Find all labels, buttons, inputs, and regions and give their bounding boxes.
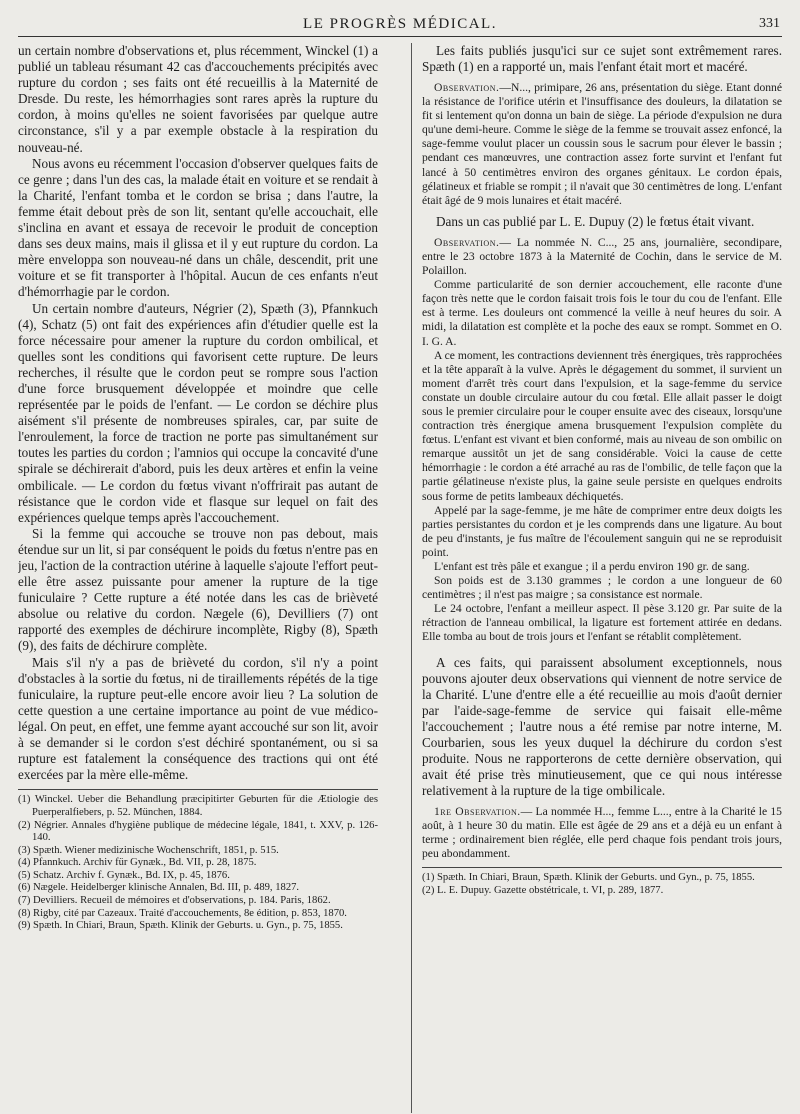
observation-text: Observation.— La nommée N. C..., 25 ans, journalière, secondipare, entre le 23 octobre 1873 à la Maternité de Cochin, dans le service de M. Polaillon. — [422, 235, 782, 278]
observation-1 — [422, 81, 782, 208]
left-column — [18, 43, 378, 1113]
paragraph: Nous avons eu récemment l'occasion d'observer quelques faits de ce genre ; dans l'un des cas, la malade était en voiture et se rendait à la Charité, l'enfant tomba et le cordon se brisa ; dans l'autre, la femme était debout près de son lit, sentant qu'elle accouchait, elle s'inclina en avant et essaya de recevoir le produit de conception dans ses deux mains, mais il glissa et il y eut rupture du cordon. La mère enveloppa son nouveau-né dans un châle, descendit, prit une voiture et se fit transporter à l'hôpital. Aucun de ces enfants n'eut d'hémorrhagie par le cordon. — [18, 155, 378, 300]
page-number: 331 — [759, 16, 780, 31]
two-column-layout — [18, 43, 782, 1113]
paragraph: Si la femme qui accouche se trouve non pas debout, mais étendue sur un lit, si par conséquent le poids du fœtus n'entre pas en jeu, l'action de la contraction utérine à laquelle s'ajoute l'effort peut-elle être assez puissante pour amener la rupture de la tige funiculaire ? Cette rupture a été notée dans les cas de brièveté absolue ou relative du cordon. Nægele (6), Devilliers (7) ont rapporté des exemples de déchirure incomplète, Rigby (8), Spæth (9), des faits de déchirure complète. — [18, 525, 378, 654]
observation-text: 1re Observation.— La nommée H..., femme L..., entre à la Charité le 15 août, à 1 heure 30 du matin. Elle est âgée de 29 ans et a déjà eu un enfant à terme ; ordinairement bien réglée, elle perd chaque fois pendant trois jours, peu abondamment. — [422, 804, 782, 860]
observation-label: 1re Observation. — [434, 804, 521, 818]
footnote: (6) Nægele. Heidelberger klinische Annalen, Bd. III, p. 489, 1827. — [18, 882, 300, 894]
footnote: (2) L. E. Dupuy. Gazette obstétricale, t. VI, p. 289, 1877. — [422, 884, 664, 896]
paragraph: Mais s'il n'y a pas de brièveté du cordon, s'il n'y a point d'obstacles à la sortie du fœtus, ni de tiraillements répétés de la tige funiculaire, la rupture peut-elle encore avoir lieu ? La solution de cette question a une certaine importance au point de vue médico-légal. On peut, en effet, une femme ayant accouché sur son lit, avoir à se demander si le cordon s'est déchiré spontanément, ou si sa rupture est fatalement la conséquence des tractions qui ont été exercées par la mère elle-même. — [18, 654, 378, 783]
footnote: (3) Spæth. Wiener medizinische Wochenschrift, 1851, p. 515. — [18, 844, 279, 856]
right-footnotes — [422, 867, 782, 897]
observation-3 — [422, 805, 782, 861]
footnote: (2) Négrier. Annales d'hygiène publique de médecine légale, 1841, t. XXV, p. 126-140. — [18, 819, 378, 844]
footnote: (9) Spæth. In Chiari, Braun, Spæth. Klinik der Geburts. u. Gyn., p. 75, 1855. — [18, 920, 343, 932]
left-body-text — [18, 43, 378, 783]
footnote: (5) Schatz. Archiv f. Gynæk., Bd. IX, p. 45, 1876. — [18, 869, 230, 881]
left-footnotes — [18, 789, 378, 933]
running-header — [18, 14, 782, 37]
footnote: (1) Winckel. Ueber die Behandlung præcipitirter Geburten für die Ætiologie des Puerperalfiebers, p. 52. München, 1884. — [18, 794, 378, 818]
right-column — [411, 43, 782, 1113]
paragraph: Les faits publiés jusqu'ici sur ce sujet sont extrêmement rares. Spæth (1) en a rapporté un, mais l'enfant était mort et macéré. — [422, 43, 782, 74]
observation-text: Le 24 octobre, l'enfant a meilleur aspect. Il pèse 3.120 gr. Par suite de la rétraction de l'anneau ombilical, la ligature est fortement attirée en dedans. Elle tomba au bout de trois jours et l'enfant se rétablit complètement. — [422, 602, 782, 644]
paragraph: Dans un cas publié par L. E. Dupuy (2) le fœtus était vivant. — [436, 213, 755, 229]
intro-block — [422, 43, 782, 75]
paragraph: un certain nombre d'observations et, plus récemment, Winckel (1) a publié un tableau résumant 42 cas d'accouchements précipités avec rupture du cordon ; ses faits ont été recueillis à la Maternité de Dresde. Du reste, les hémorrhagies sont rares après la rupture du cordon, à moins qu'elles ne soient favorisées par quelque autre circonstance, s'il y a par exemple obstacle à la respiration du nouveau-né. — [18, 43, 378, 155]
observation-text: Comme particularité de son dernier accouchement, elle raconte d'une façon très nette que le cordon faisait trois fois le tour du cou de l'enfant. Elle est à terme. Les douleurs ont commencé la veille à neuf heures du soir. A midi, la dilatation est complète et la poche des eaux se rompt. Sommet en O. I. G. A. — [422, 278, 782, 348]
observation-text: L'enfant est très pâle et exangue ; il a perdu environ 190 gr. de sang. — [434, 560, 750, 573]
observation-text: Appelé par la sage-femme, je me hâte de comprimer entre deux doigts les parties persistantes du cordon et je les comprends dans une ligature. Au bout de peu d'instants, je fus maître de l'écoulement sanguin qui ne se reproduisit point. — [422, 503, 782, 559]
dupuy-block — [422, 214, 782, 230]
observation-label: Observation. — [434, 235, 500, 249]
paragraph: Un certain nombre d'auteurs, Négrier (2), Spæth (3), Pfannkuch (4), Schatz (5) ont fait des expériences afin d'étudier quelle est la force nécessaire pour amener la rupture du cordon ombilical, et quelles sont les conditions qui favorisent cette rupture. De leurs recherches, il résulte que le cordon peut se rompre sous l'action d'une force brusquement développée et moindre que celle représentée par le poids de l'enfant. — Le cordon se déchire plus aisément s'il présente de nombreuses spirales, car, par suite de l'enroulement, la force de traction ne porte pas simultanément sur toutes les parties du cordon ; l'amnios qui occupe la concavité d'une spirale se déchirerait d'abord, puis les deux artères et enfin la veine ombilicale. — Le cordon du fœtus vivant n'offrirait pas autant de résistance que le cordon vide et flasque sur lequel on fait des expériences quelque temps après l'accouchement. — [18, 300, 378, 525]
observation-text: Observation.—N..., primipare, 26 ans, présentation du siège. Etant donné la résistance de l'orifice utérin et l'insuffisance des douleurs, la dilatation se fit si lentement qu'on donna un bain de siège. La période d'expulsion ne dura qu'une demi-heure. Comme le siège de la femme se trouvait assez enfoncé, la sage-femme voulut placer un coussin sous le sacrum pour élever le bassin ; pendant ces manœuvres, une contraction assez forte survint et l'enfant fut lancé à 50 centimètres environ des organes génitaux. Le cordon épais, gélatineux et friable se rompit ; il n'avait que 30 centimètres de long. L'enfant était âgé de 9 mois lunaires et était macéré. — [422, 81, 782, 207]
observation-label: Observation. — [434, 81, 500, 94]
observation-text: A ce moment, les contractions deviennent très énergiques, très rapprochées et la tête apparaît à la vulve. Après le dégagement du sommet, il survient un moment d'arrêt très court dans l'expulsion, et la sage-femme du service constate un double circulaire autour du cou fœtal. Elle allait passer le doigt sous le premier circulaire pour le couper ensuite avec des ciseaux, lorsqu'une contraction très énergique amena brusquement l'expulsion complète du fœtus. L'enfant est vivant et bien conformé, mais au niveau de son ombilic on remarque aussitôt un jet de sang considérable. Voici la cause de cette hémorrhagie : le cordon a été arraché au ras de l'ombilic, de telle façon que la partie gélatineuse n'existe plus, la gaine seule persiste en quelques endroits sous forme de petits lambeaux déchiquetés. — [422, 348, 782, 503]
footnote: (1) Spæth. In Chiari, Braun, Spæth. Klinik der Geburts. und Gyn., p. 75, 1855. — [422, 871, 755, 883]
observation-text: Son poids est de 3.130 grammes ; le cordon a une longueur de 60 centimètres ; il n'est pas maigre ; sa consistance est normale. — [422, 574, 782, 602]
closing-block — [422, 655, 782, 799]
paragraph: A ces faits, qui paraissent absolument exceptionnels, nous pouvons ajouter deux observations qui viennent de notre service de la Charité. L'une d'entre elle a été recueillie au mois d'août dernier par l'aide-sage-femme de service qui faisait elle-même l'accouchement ; l'autre nous a été remise par notre interne, M. Courbarien, sous les yeux duquel la déchirure du cordon s'est produite. Nous ne rapporterons de cette dernière observation, qui avait été prise très minutieusement, que ce qui nous intéresse relativement à la rupture de la tige ombilicale. — [422, 654, 782, 798]
observation-2 — [422, 236, 782, 645]
footnote: (7) Devilliers. Recueil de mémoires et d'observations, p. 184. Paris, 1862. — [18, 895, 331, 907]
journal-title: LE PROGRÈS MÉDICAL. — [303, 16, 497, 32]
footnote: (4) Pfannkuch. Archiv für Gynæk., Bd. VII, p. 28, 1875. — [18, 857, 257, 869]
footnote: (8) Rigby, cité par Cazeaux. Traité d'accouchements, 8e édition, p. 853, 1870. — [18, 907, 347, 919]
